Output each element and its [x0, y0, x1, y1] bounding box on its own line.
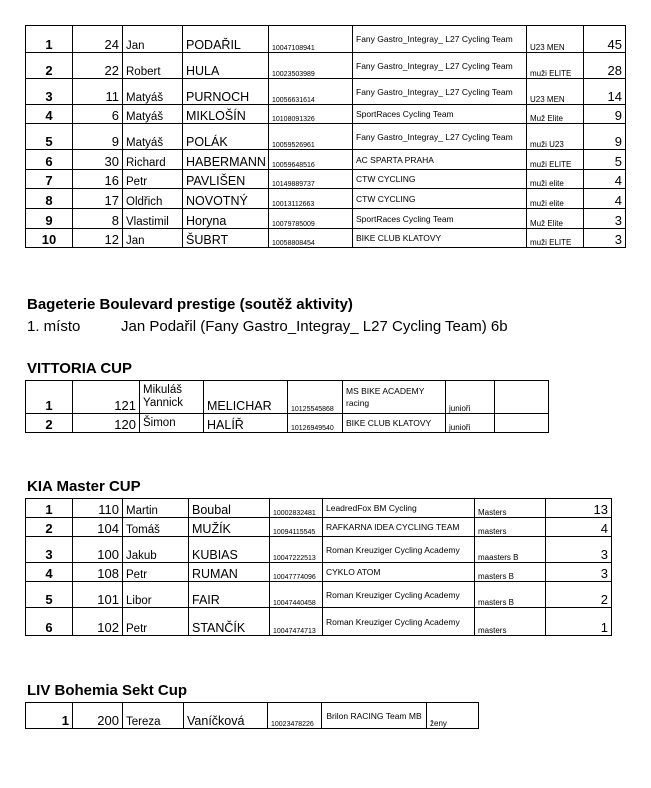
position-cell: 8 [26, 189, 73, 209]
category-cell: maasters B [475, 537, 546, 563]
points-cell: 3 [546, 537, 612, 563]
vittoria-title: VITTORIA CUP [27, 360, 133, 377]
category-cell: ženy [427, 703, 479, 729]
first-name-cell: Jan [123, 229, 183, 248]
position-cell: 5 [26, 582, 73, 608]
bib-number-cell: 30 [73, 150, 123, 170]
first-name-cell: Petr [123, 608, 189, 636]
last-name-cell: PAVLIŠEN [183, 170, 269, 189]
table-row [26, 150, 626, 170]
first-name-cell: Tomáš [123, 518, 189, 537]
bib-number-cell: 12 [73, 229, 123, 248]
points-cell: 5 [584, 150, 626, 170]
category-cell: muži U23 [527, 124, 584, 150]
last-name-cell: Boubal [189, 499, 270, 518]
last-name-cell: STANČÍK [189, 608, 270, 636]
points-cell: 45 [584, 26, 626, 53]
bib-number-cell: 22 [73, 53, 123, 79]
category-cell: muži elite [527, 189, 584, 209]
position-cell: 4 [26, 105, 73, 124]
uci-id-cell: 10059648516 [269, 150, 353, 170]
position-cell: 3 [26, 537, 73, 563]
first-name-cell: Petr [123, 563, 189, 582]
bib-number-cell: 120 [73, 414, 140, 433]
last-name-cell: Horyna [183, 209, 269, 229]
table-row [26, 105, 626, 124]
table-row [26, 381, 549, 414]
team-cell: Roman Kreuziger Cycling Academy [323, 582, 475, 608]
first-name-cell: Oldřich [123, 189, 183, 209]
vittoria-table [25, 380, 549, 433]
table-row [26, 79, 626, 105]
category-cell: masters B [475, 563, 546, 582]
last-name-cell: MIKLOŠÍN [183, 105, 269, 124]
last-name-cell: KUBIAS [189, 537, 270, 563]
team-cell: Fany Gastro_Integray_ L27 Cycling Team [353, 124, 527, 150]
first-name-cell: Richard [123, 150, 183, 170]
uci-id-cell: 10047108941 [269, 26, 353, 53]
first-name-cell: Šimon [140, 414, 204, 433]
first-name-cell: Tereza [123, 703, 184, 729]
bageterie-title: Bageterie Boulevard prestige (soutěž aktivity) [27, 296, 353, 313]
first-name-cell: Jan [123, 26, 183, 53]
uci-id-cell: 10149889737 [269, 170, 353, 189]
points-cell [495, 381, 549, 414]
bib-number-cell: 108 [73, 563, 123, 582]
team-cell: SportRaces Cycling Team [353, 209, 527, 229]
table-row [26, 608, 612, 636]
uci-id-cell: 10056631614 [269, 79, 353, 105]
last-name-cell: NOVOTNÝ [183, 189, 269, 209]
uci-id-cell: 10125545868 [288, 381, 343, 414]
uci-id-cell: 10108091326 [269, 105, 353, 124]
table-row [26, 414, 549, 433]
bib-number-cell: 200 [73, 703, 123, 729]
bib-number-cell: 104 [73, 518, 123, 537]
team-cell: BIKE CLUB KLATOVY [353, 229, 527, 248]
bib-number-cell: 11 [73, 79, 123, 105]
kia-table [25, 498, 612, 636]
liv-title: LIV Bohemia Sekt Cup [27, 682, 188, 699]
position-cell: 2 [26, 518, 73, 537]
position-cell: 1 [26, 703, 73, 729]
table-row [26, 537, 612, 563]
category-cell: Muž Elite [527, 105, 584, 124]
uci-id-cell: 10023503989 [269, 53, 353, 79]
last-name-cell: Vaníčková [184, 703, 268, 729]
category-cell: masters B [475, 582, 546, 608]
points-cell [495, 414, 549, 433]
team-cell: MS BIKE ACADEMY racing [343, 381, 446, 414]
uci-id-cell: 10047774096 [270, 563, 323, 582]
uci-id-cell: 10047440458 [270, 582, 323, 608]
bib-number-cell: 24 [73, 26, 123, 53]
team-cell: SportRaces Cycling Team [353, 105, 527, 124]
bib-number-cell: 101 [73, 582, 123, 608]
table-row [26, 563, 612, 582]
position-cell: 3 [26, 79, 73, 105]
bib-number-cell: 16 [73, 170, 123, 189]
team-cell: AC SPARTA PRAHA [353, 150, 527, 170]
points-cell: 9 [584, 124, 626, 150]
first-name-cell: Martin [123, 499, 189, 518]
first-name-cell: Matyáš [123, 124, 183, 150]
bib-number-cell: 6 [73, 105, 123, 124]
uci-id-cell: 10058808454 [269, 229, 353, 248]
category-cell: muži elite [527, 170, 584, 189]
uci-id-cell: 10079785009 [269, 209, 353, 229]
position-cell: 1 [26, 26, 73, 53]
team-cell: LeadredFox BM Cycling [323, 499, 475, 518]
category-cell: masters [475, 518, 546, 537]
first-name-cell: Mikuláš Yannick [140, 381, 204, 414]
team-cell: Fany Gastro_Integray_ L27 Cycling Team [353, 26, 527, 53]
team-cell: Roman Kreuziger Cycling Academy [323, 537, 475, 563]
points-cell: 4 [584, 189, 626, 209]
last-name-cell: RUMAN [189, 563, 270, 582]
main-results-table [25, 25, 626, 248]
team-cell: Fany Gastro_Integray_ L27 Cycling Team [353, 79, 527, 105]
table-row [26, 189, 626, 209]
points-cell: 3 [584, 209, 626, 229]
category-cell: muži ELITE [527, 229, 584, 248]
table-row [26, 499, 612, 518]
position-cell: 6 [26, 150, 73, 170]
category-cell: muži ELITE [527, 53, 584, 79]
table-row [26, 53, 626, 79]
first-name-cell: Matyáš [123, 79, 183, 105]
team-cell: CYKLO ATOM [323, 563, 475, 582]
team-cell: CTW CYCLING [353, 170, 527, 189]
bib-number-cell: 102 [73, 608, 123, 636]
position-cell: 10 [26, 229, 73, 248]
first-name-cell: Jakub [123, 537, 189, 563]
uci-id-cell: 10126949540 [288, 414, 343, 433]
points-cell: 2 [546, 582, 612, 608]
table-row [26, 582, 612, 608]
category-cell: U23 MEN [527, 26, 584, 53]
uci-id-cell: 10002832481 [270, 499, 323, 518]
table-row [26, 703, 479, 729]
last-name-cell: PODAŘIL [183, 26, 269, 53]
team-cell: BIKE CLUB KLATOVY [343, 414, 446, 433]
position-cell: 1 [26, 381, 73, 414]
uci-id-cell: 10047474713 [270, 608, 323, 636]
table-row [26, 209, 626, 229]
last-name-cell: HABERMANN [183, 150, 269, 170]
position-cell: 2 [26, 53, 73, 79]
position-cell: 2 [26, 414, 73, 433]
points-cell: 14 [584, 79, 626, 105]
table-row [26, 124, 626, 150]
category-cell: Muž Elite [527, 209, 584, 229]
uci-id-cell: 10023478226 [268, 703, 322, 729]
points-cell: 28 [584, 53, 626, 79]
bib-number-cell: 121 [73, 381, 140, 414]
points-cell: 9 [584, 105, 626, 124]
bib-number-cell: 9 [73, 124, 123, 150]
bib-number-cell: 110 [73, 499, 123, 518]
table-row [26, 518, 612, 537]
position-cell: 9 [26, 209, 73, 229]
last-name-cell: POLÁK [183, 124, 269, 150]
liv-table [25, 702, 479, 729]
position-cell: 5 [26, 124, 73, 150]
uci-id-cell: 10094115545 [270, 518, 323, 537]
category-cell: muži ELITE [527, 150, 584, 170]
position-cell: 7 [26, 170, 73, 189]
category-cell: U23 MEN [527, 79, 584, 105]
category-cell: junioři [446, 381, 495, 414]
position-cell: 1 [26, 499, 73, 518]
bib-number-cell: 8 [73, 209, 123, 229]
table-row [26, 170, 626, 189]
uci-id-cell: 10013112663 [269, 189, 353, 209]
category-cell: junioři [446, 414, 495, 433]
table-row [26, 229, 626, 248]
first-name-cell: Libor [123, 582, 189, 608]
position-cell: 6 [26, 608, 73, 636]
team-cell: CTW CYCLING [353, 189, 527, 209]
first-name-cell: Vlastimil [123, 209, 183, 229]
first-name-cell: Robert [123, 53, 183, 79]
uci-id-cell: 10059526961 [269, 124, 353, 150]
points-cell: 4 [584, 170, 626, 189]
bib-number-cell: 17 [73, 189, 123, 209]
points-cell: 1 [546, 608, 612, 636]
uci-id-cell: 10047222513 [270, 537, 323, 563]
last-name-cell: HULA [183, 53, 269, 79]
bageterie-place: 1. místo [27, 318, 81, 335]
first-name-cell: Petr [123, 170, 183, 189]
category-cell: Masters [475, 499, 546, 518]
last-name-cell: ŠUBRT [183, 229, 269, 248]
team-cell: Brilon RACING Team MB [322, 703, 427, 729]
last-name-cell: MUŽÍK [189, 518, 270, 537]
last-name-cell: PURNOCH [183, 79, 269, 105]
first-name-cell: Matyáš [123, 105, 183, 124]
points-cell: 13 [546, 499, 612, 518]
table-row [26, 26, 626, 53]
bib-number-cell: 100 [73, 537, 123, 563]
team-cell: Roman Kreuziger Cycling Academy [323, 608, 475, 636]
last-name-cell: MELICHAR [204, 381, 288, 414]
last-name-cell: FAIR [189, 582, 270, 608]
category-cell: masters [475, 608, 546, 636]
bageterie-winner: Jan Podařil (Fany Gastro_Integray_ L27 Cycling Team) 6b [121, 318, 508, 335]
last-name-cell: HALÍŘ [204, 414, 288, 433]
position-cell: 4 [26, 563, 73, 582]
kia-title: KIA Master CUP [27, 478, 141, 495]
points-cell: 3 [584, 229, 626, 248]
points-cell: 3 [546, 563, 612, 582]
team-cell: Fany Gastro_Integray_ L27 Cycling Team [353, 53, 527, 79]
team-cell: RAFKARNA IDEA CYCLING TEAM [323, 518, 475, 537]
points-cell: 4 [546, 518, 612, 537]
